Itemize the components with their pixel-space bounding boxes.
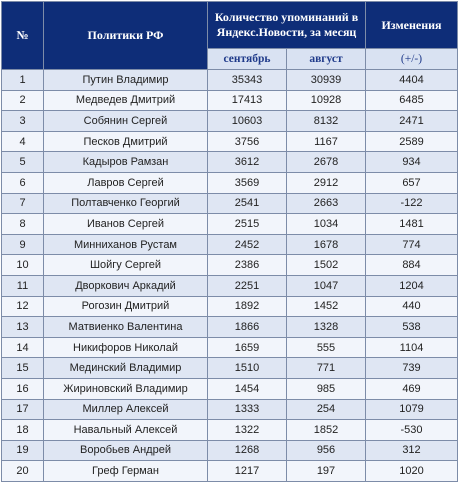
row-number: 2: [2, 90, 44, 111]
september-count: 1866: [208, 317, 287, 338]
august-count: 1678: [287, 234, 366, 255]
august-count: 30939: [287, 70, 366, 91]
politician-name: Собянин Сергей: [44, 111, 208, 132]
august-count: 555: [287, 337, 366, 358]
change-value: 774: [366, 234, 458, 255]
politician-name: Кадыров Рамзан: [44, 152, 208, 173]
change-value: 1481: [366, 214, 458, 235]
august-count: 2678: [287, 152, 366, 173]
september-count: 1217: [208, 461, 287, 482]
table-row: [2, 358, 458, 379]
row-number: 9: [2, 234, 44, 255]
header-mentions: Количество упоминаний в Яндекс.Новости, за месяц: [208, 2, 366, 49]
change-value: 884: [366, 255, 458, 276]
row-number: 16: [2, 378, 44, 399]
politician-name: Никифоров Николай: [44, 337, 208, 358]
politician-name: Греф Герман: [44, 461, 208, 482]
row-number: 12: [2, 296, 44, 317]
header-number: №: [2, 2, 44, 70]
subheader-september: сентябрь: [208, 49, 287, 70]
table-row: [2, 255, 458, 276]
change-value: 469: [366, 378, 458, 399]
august-count: 10928: [287, 90, 366, 111]
september-count: 2541: [208, 193, 287, 214]
table-row: [2, 296, 458, 317]
change-value: 657: [366, 172, 458, 193]
change-value: 934: [366, 152, 458, 173]
august-count: 1167: [287, 131, 366, 152]
row-number: 10: [2, 255, 44, 276]
august-count: 2663: [287, 193, 366, 214]
politician-name: Иванов Сергей: [44, 214, 208, 235]
politician-name: Песков Дмитрий: [44, 131, 208, 152]
august-count: 956: [287, 440, 366, 461]
august-count: 985: [287, 378, 366, 399]
row-number: 8: [2, 214, 44, 235]
table-row: [2, 440, 458, 461]
change-value: 1020: [366, 461, 458, 482]
august-count: 1328: [287, 317, 366, 338]
row-number: 5: [2, 152, 44, 173]
september-count: 1333: [208, 399, 287, 420]
august-count: 1502: [287, 255, 366, 276]
politician-name: Матвиенко Валентина: [44, 317, 208, 338]
table-row: [2, 70, 458, 91]
september-count: 2386: [208, 255, 287, 276]
august-count: 771: [287, 358, 366, 379]
row-number: 15: [2, 358, 44, 379]
september-count: 2515: [208, 214, 287, 235]
table-row: [2, 152, 458, 173]
change-value: -122: [366, 193, 458, 214]
table-row: [2, 378, 458, 399]
politician-name: Жириновский Владимир: [44, 378, 208, 399]
table-row: [2, 90, 458, 111]
politician-name: Полтавченко Георгий: [44, 193, 208, 214]
politician-name: Навальный Алексей: [44, 420, 208, 441]
change-value: 440: [366, 296, 458, 317]
row-number: 14: [2, 337, 44, 358]
august-count: 8132: [287, 111, 366, 132]
row-number: 3: [2, 111, 44, 132]
september-count: 17413: [208, 90, 287, 111]
politician-name: Воробьев Андрей: [44, 440, 208, 461]
table-row: [2, 111, 458, 132]
september-count: 3612: [208, 152, 287, 173]
table-row: [2, 214, 458, 235]
september-count: 3756: [208, 131, 287, 152]
change-value: 6485: [366, 90, 458, 111]
august-count: 1852: [287, 420, 366, 441]
politician-name: Дворкович Аркадий: [44, 275, 208, 296]
september-count: 1322: [208, 420, 287, 441]
change-value: -530: [366, 420, 458, 441]
change-value: 2471: [366, 111, 458, 132]
table-row: [2, 172, 458, 193]
subheader-august: август: [287, 49, 366, 70]
august-count: 197: [287, 461, 366, 482]
september-count: 35343: [208, 70, 287, 91]
table-row: [2, 193, 458, 214]
header-changes: Изменения: [366, 2, 458, 49]
september-count: 10603: [208, 111, 287, 132]
september-count: 2251: [208, 275, 287, 296]
change-value: 4404: [366, 70, 458, 91]
september-count: 1510: [208, 358, 287, 379]
september-count: 1268: [208, 440, 287, 461]
row-number: 4: [2, 131, 44, 152]
row-number: 13: [2, 317, 44, 338]
change-value: 312: [366, 440, 458, 461]
politicians-mentions-table: [1, 1, 458, 482]
change-value: 2589: [366, 131, 458, 152]
subheader-change-sign: (+/-): [366, 49, 458, 70]
row-number: 19: [2, 440, 44, 461]
politician-name: Медведев Дмитрий: [44, 90, 208, 111]
august-count: 1034: [287, 214, 366, 235]
politician-name: Миллер Алексей: [44, 399, 208, 420]
table-row: [2, 131, 458, 152]
politician-name: Мединский Владимир: [44, 358, 208, 379]
header-politicians: Политики РФ: [44, 2, 208, 70]
table-row: [2, 461, 458, 482]
september-count: 1454: [208, 378, 287, 399]
august-count: 1047: [287, 275, 366, 296]
august-count: 2912: [287, 172, 366, 193]
header-row: [2, 2, 458, 49]
change-value: 1104: [366, 337, 458, 358]
politician-name: Минниханов Рустам: [44, 234, 208, 255]
table-row: [2, 234, 458, 255]
change-value: 739: [366, 358, 458, 379]
table-row: [2, 399, 458, 420]
september-count: 1659: [208, 337, 287, 358]
politician-name: Шойгу Сергей: [44, 255, 208, 276]
september-count: 1892: [208, 296, 287, 317]
august-count: 1452: [287, 296, 366, 317]
change-value: 1204: [366, 275, 458, 296]
august-count: 254: [287, 399, 366, 420]
table-row: [2, 337, 458, 358]
row-number: 6: [2, 172, 44, 193]
table-row: [2, 317, 458, 338]
table-row: [2, 275, 458, 296]
row-number: 1: [2, 70, 44, 91]
change-value: 1079: [366, 399, 458, 420]
politician-name: Рогозин Дмитрий: [44, 296, 208, 317]
table-body: [2, 2, 458, 482]
row-number: 7: [2, 193, 44, 214]
politician-name: Путин Владимир: [44, 70, 208, 91]
politician-name: Лавров Сергей: [44, 172, 208, 193]
table-row: [2, 420, 458, 441]
row-number: 17: [2, 399, 44, 420]
row-number: 11: [2, 275, 44, 296]
september-count: 2452: [208, 234, 287, 255]
row-number: 18: [2, 420, 44, 441]
row-number: 20: [2, 461, 44, 482]
change-value: 538: [366, 317, 458, 338]
september-count: 3569: [208, 172, 287, 193]
